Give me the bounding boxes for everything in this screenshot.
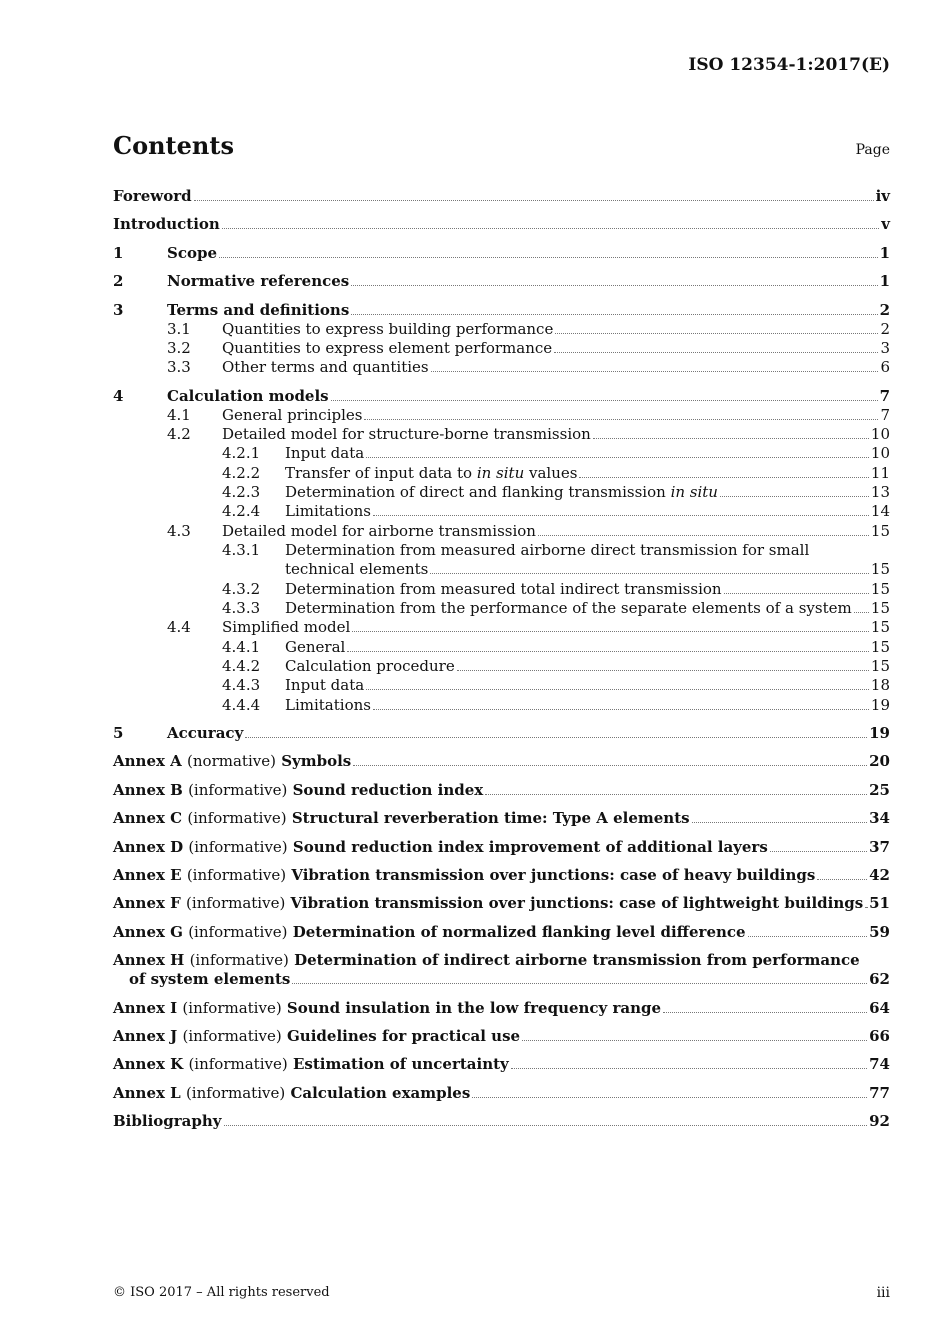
copyright-notice: © ISO 2017 – All rights reserved xyxy=(113,1285,330,1300)
dot-leader xyxy=(854,611,869,613)
dot-leader xyxy=(554,351,878,353)
annex-title: Structural reverberation time: Type A elements xyxy=(291,809,690,827)
annex-label: Annex G xyxy=(113,923,183,941)
toc-entry-annex-d[interactable] xyxy=(113,838,890,857)
dot-leader xyxy=(663,1011,867,1013)
toc-entry-accuracy[interactable] xyxy=(113,724,890,743)
toc-title: General xyxy=(285,638,346,656)
dot-leader xyxy=(331,399,878,401)
dot-leader xyxy=(770,850,867,852)
toc-entry-4-2-1[interactable] xyxy=(113,444,890,463)
dot-leader xyxy=(364,418,878,420)
dot-leader xyxy=(222,227,879,229)
toc-page: 2 xyxy=(880,320,890,338)
annex-title-line2: of system elements xyxy=(129,970,291,988)
annex-title: Calculation examples xyxy=(290,1084,471,1102)
toc-page: 19 xyxy=(870,696,890,714)
toc-number: 4.1 xyxy=(167,406,191,424)
dot-leader xyxy=(555,332,878,334)
toc-page: 7 xyxy=(879,387,890,405)
toc-title: Transfer of input data to in situ values xyxy=(285,464,578,482)
toc-entry-annex-h[interactable] xyxy=(113,951,890,970)
annex-type: (informative) xyxy=(186,894,286,912)
toc-title: Calculation procedure xyxy=(285,657,455,675)
toc-page: 15 xyxy=(870,522,890,540)
toc-page: 10 xyxy=(870,425,890,443)
toc-title: Input data xyxy=(285,444,365,462)
page-number: iii xyxy=(876,1285,890,1301)
toc-entry-4-4-2[interactable] xyxy=(113,657,890,676)
toc-title: Quantities to express building performance xyxy=(222,320,554,338)
annex-label: Annex A xyxy=(113,752,182,770)
toc-entry-annex-a[interactable] xyxy=(113,752,890,771)
toc-entry-4-3-2[interactable] xyxy=(113,580,890,599)
toc-entry-3-3[interactable] xyxy=(113,358,890,377)
toc-number: 4 xyxy=(113,387,124,405)
annex-title: Guidelines for practical use xyxy=(287,1027,521,1045)
toc-title: General principles xyxy=(222,406,363,424)
toc-page: 19 xyxy=(869,724,890,742)
toc-page: 10 xyxy=(870,444,890,462)
annex-title-line1: Determination of indirect airborne transmission from performance xyxy=(294,951,860,969)
annex-type: (informative) xyxy=(185,1084,286,1102)
dot-leader xyxy=(347,650,869,652)
toc-entry-4-4-1[interactable] xyxy=(113,638,890,657)
toc-entry-4-3-1-cont[interactable] xyxy=(113,560,890,579)
toc-number: 3.1 xyxy=(167,320,191,338)
annex-type: (informative) xyxy=(188,1055,288,1073)
toc-title: Quantities to express element performance xyxy=(222,339,553,357)
annex-type: (normative) xyxy=(187,752,276,770)
toc-entry-annex-c[interactable] xyxy=(113,809,890,828)
toc-entry-annex-k[interactable] xyxy=(113,1055,890,1074)
toc-title: Determination from measured total indirect transmission xyxy=(285,580,722,598)
toc-title: Terms and definitions xyxy=(167,301,350,319)
annex-type: (informative) xyxy=(188,923,288,941)
toc-page: 66 xyxy=(869,1027,890,1045)
dot-leader xyxy=(472,1096,867,1098)
toc-page: 1 xyxy=(879,272,890,290)
toc-page: 42 xyxy=(869,866,890,884)
toc-page: 14 xyxy=(870,502,890,520)
toc-title-line2: technical elements xyxy=(285,560,429,578)
toc-entry-foreword[interactable] xyxy=(113,187,890,206)
annex-label: Annex K xyxy=(113,1055,184,1073)
toc-number: 4.4.3 xyxy=(222,676,261,694)
toc-entry-4-3-1[interactable] xyxy=(113,541,890,560)
toc-entry-annex-j[interactable] xyxy=(113,1027,890,1046)
annex-title: Sound reduction index xyxy=(292,781,484,799)
dot-leader xyxy=(865,906,867,908)
annex-label: Annex L xyxy=(113,1084,181,1102)
page-column-label: Page xyxy=(855,142,890,158)
toc-title: Bibliography xyxy=(113,1112,222,1130)
toc-number: 3.2 xyxy=(167,339,191,357)
toc-number: 5 xyxy=(113,724,124,742)
toc-page: 25 xyxy=(869,781,890,799)
toc-number: 4.3.1 xyxy=(222,541,261,559)
dot-leader xyxy=(720,495,869,497)
annex-type: (informative) xyxy=(182,1027,282,1045)
annex-title: Estimation of uncertainty xyxy=(292,1055,509,1073)
annex-label: Annex C xyxy=(113,809,183,827)
toc-page: 13 xyxy=(870,483,890,501)
toc-entry-introduction[interactable] xyxy=(113,215,890,234)
toc-page: 11 xyxy=(870,464,890,482)
toc-title: Limitations xyxy=(285,696,371,714)
toc-number: 3 xyxy=(113,301,124,319)
toc-page: 15 xyxy=(870,618,890,636)
dot-leader xyxy=(292,982,867,984)
dot-leader xyxy=(692,821,868,823)
dot-leader xyxy=(430,572,869,574)
toc-number: 4.3 xyxy=(167,522,191,540)
toc-number: 4.4.4 xyxy=(222,696,261,714)
toc-entry-annex-l[interactable] xyxy=(113,1084,890,1103)
toc-title: Simplified model xyxy=(222,618,351,636)
toc-page: 15 xyxy=(870,657,890,675)
toc-title: Calculation models xyxy=(167,387,329,405)
toc-title-line1: Determination from measured airborne direct transmission for small xyxy=(285,541,810,559)
dot-leader xyxy=(817,878,867,880)
dot-leader xyxy=(351,313,877,315)
toc-entry-4-2[interactable] xyxy=(113,425,890,444)
dot-leader xyxy=(366,456,869,458)
toc-page: 15 xyxy=(870,599,890,617)
toc-page: v xyxy=(881,215,890,233)
toc-entry-annex-i[interactable] xyxy=(113,999,890,1018)
toc-entry-annex-e[interactable] xyxy=(113,866,890,885)
toc-entry-4-1[interactable] xyxy=(113,406,890,425)
toc-number: 4.2.3 xyxy=(222,483,261,501)
toc-entry-terms-definitions[interactable] xyxy=(113,301,890,320)
toc-entry-annex-b[interactable] xyxy=(113,781,890,800)
toc-entry-normative-references[interactable] xyxy=(113,272,890,291)
toc-number: 2 xyxy=(113,272,124,290)
dot-leader xyxy=(219,256,878,258)
annex-type: (informative) xyxy=(187,809,287,827)
toc-entry-4-2-3[interactable] xyxy=(113,483,890,502)
toc-page: 64 xyxy=(869,999,890,1017)
annex-label: Annex H xyxy=(113,951,185,969)
annex-label: Annex J xyxy=(113,1027,178,1045)
toc-page: 7 xyxy=(880,406,890,424)
toc-number: 4.2.1 xyxy=(222,444,261,462)
toc-entry-annex-f[interactable] xyxy=(113,894,890,913)
toc-page: 2 xyxy=(879,301,890,319)
annex-type: (informative) xyxy=(188,781,288,799)
dot-leader xyxy=(245,736,867,738)
dot-leader xyxy=(373,708,869,710)
toc-page: 15 xyxy=(870,638,890,656)
toc-page: 77 xyxy=(869,1084,890,1102)
annex-label: Annex E xyxy=(113,866,182,884)
toc-entry-scope[interactable] xyxy=(113,244,890,263)
toc-entry-3-1[interactable] xyxy=(113,320,890,339)
annex-title: Determination of normalized flanking level difference xyxy=(292,923,746,941)
toc-title: Input data xyxy=(285,676,365,694)
toc-page: 15 xyxy=(870,580,890,598)
toc-title: Introduction xyxy=(113,215,220,233)
toc-number: 4.3.2 xyxy=(222,580,261,598)
annex-type: (informative) xyxy=(182,999,282,1017)
annex-label: Annex F xyxy=(113,894,181,912)
toc-number: 1 xyxy=(113,244,124,262)
dot-leader xyxy=(485,793,867,795)
toc-page: 3 xyxy=(880,339,890,357)
annex-title: Sound reduction index improvement of additional layers xyxy=(292,838,768,856)
toc-page: 15 xyxy=(870,560,890,578)
dot-leader xyxy=(511,1067,867,1069)
toc-entry-4-4-4[interactable] xyxy=(113,696,890,715)
toc-number: 4.4.1 xyxy=(222,638,261,656)
annex-label: Annex B xyxy=(113,781,183,799)
toc-title: Other terms and quantities xyxy=(222,358,429,376)
toc-entry-4-2-2[interactable] xyxy=(113,464,890,483)
toc-entry-3-2[interactable] xyxy=(113,339,890,358)
toc-number: 4.3.3 xyxy=(222,599,261,617)
annex-label: Annex D xyxy=(113,838,184,856)
toc-title: Accuracy xyxy=(167,724,244,742)
dot-leader xyxy=(194,199,874,201)
dot-leader xyxy=(352,630,869,632)
toc-page: iv xyxy=(875,187,890,205)
toc-page: 51 xyxy=(869,894,890,912)
dot-leader xyxy=(373,514,869,516)
annex-title: Vibration transmission over junctions: case of heavy buildings xyxy=(291,866,816,884)
dot-leader xyxy=(748,935,868,937)
toc-title: Detailed model for airborne transmission xyxy=(222,522,536,540)
toc-entry-4-3[interactable] xyxy=(113,522,890,541)
annex-title: Vibration transmission over junctions: case of lightweight buildings xyxy=(290,894,864,912)
toc-page: 6 xyxy=(880,358,890,376)
toc-page: 62 xyxy=(869,970,890,988)
page-title: Contents xyxy=(113,131,234,160)
toc-entry-4-2-4[interactable] xyxy=(113,502,890,521)
dot-leader xyxy=(457,669,869,671)
toc-page: 74 xyxy=(869,1055,890,1073)
dot-leader xyxy=(351,284,877,286)
dot-leader xyxy=(724,592,869,594)
annex-type: (informative) xyxy=(186,866,287,884)
toc-entry-calculation-models[interactable] xyxy=(113,387,890,406)
dot-leader xyxy=(538,534,869,536)
toc-entry-4-4[interactable] xyxy=(113,618,890,637)
toc-entry-4-3-3[interactable] xyxy=(113,599,890,618)
toc-number: 4.4.2 xyxy=(222,657,261,675)
toc-title: Determination of direct and flanking transmission in situ xyxy=(285,483,718,501)
toc-page: 34 xyxy=(869,809,890,827)
dot-leader xyxy=(593,437,869,439)
dot-leader xyxy=(353,764,867,766)
toc-title: Determination from the performance of the separate elements of a system xyxy=(285,599,852,617)
toc-page: 18 xyxy=(870,676,890,694)
toc-page: 59 xyxy=(869,923,890,941)
annex-type: (informative) xyxy=(188,838,288,856)
annex-title: Sound insulation in the low frequency range xyxy=(286,999,662,1017)
annex-label: Annex I xyxy=(113,999,178,1017)
document-id: ISO 12354-1:2017(E) xyxy=(688,55,890,75)
toc-page: 20 xyxy=(869,752,890,770)
annex-type: (informative) xyxy=(189,951,289,969)
dot-leader xyxy=(366,688,869,690)
toc-number: 4.4 xyxy=(167,618,191,636)
dot-leader xyxy=(522,1039,867,1041)
toc-title: Detailed model for structure-borne transmission xyxy=(222,425,591,443)
toc-title: Limitations xyxy=(285,502,371,520)
dot-leader xyxy=(579,476,868,478)
toc-entry-annex-g[interactable] xyxy=(113,923,890,942)
annex-title: Symbols xyxy=(281,752,352,770)
toc-entry-4-4-3[interactable] xyxy=(113,676,890,695)
toc-number: 4.2.2 xyxy=(222,464,261,482)
toc-entry-annex-h-cont[interactable] xyxy=(113,970,890,989)
toc-page: 37 xyxy=(869,838,890,856)
dot-leader xyxy=(224,1124,868,1126)
toc-page: 92 xyxy=(869,1112,890,1130)
toc-number: 4.2 xyxy=(167,425,191,443)
toc-page: 1 xyxy=(879,244,890,262)
toc-number: 3.3 xyxy=(167,358,191,376)
toc-title: Scope xyxy=(167,244,218,262)
dot-leader xyxy=(431,370,879,372)
toc-number: 4.2.4 xyxy=(222,502,261,520)
toc-title: Normative references xyxy=(167,272,350,290)
toc-entry-bibliography[interactable] xyxy=(113,1112,890,1131)
toc-title: Foreword xyxy=(113,187,192,205)
